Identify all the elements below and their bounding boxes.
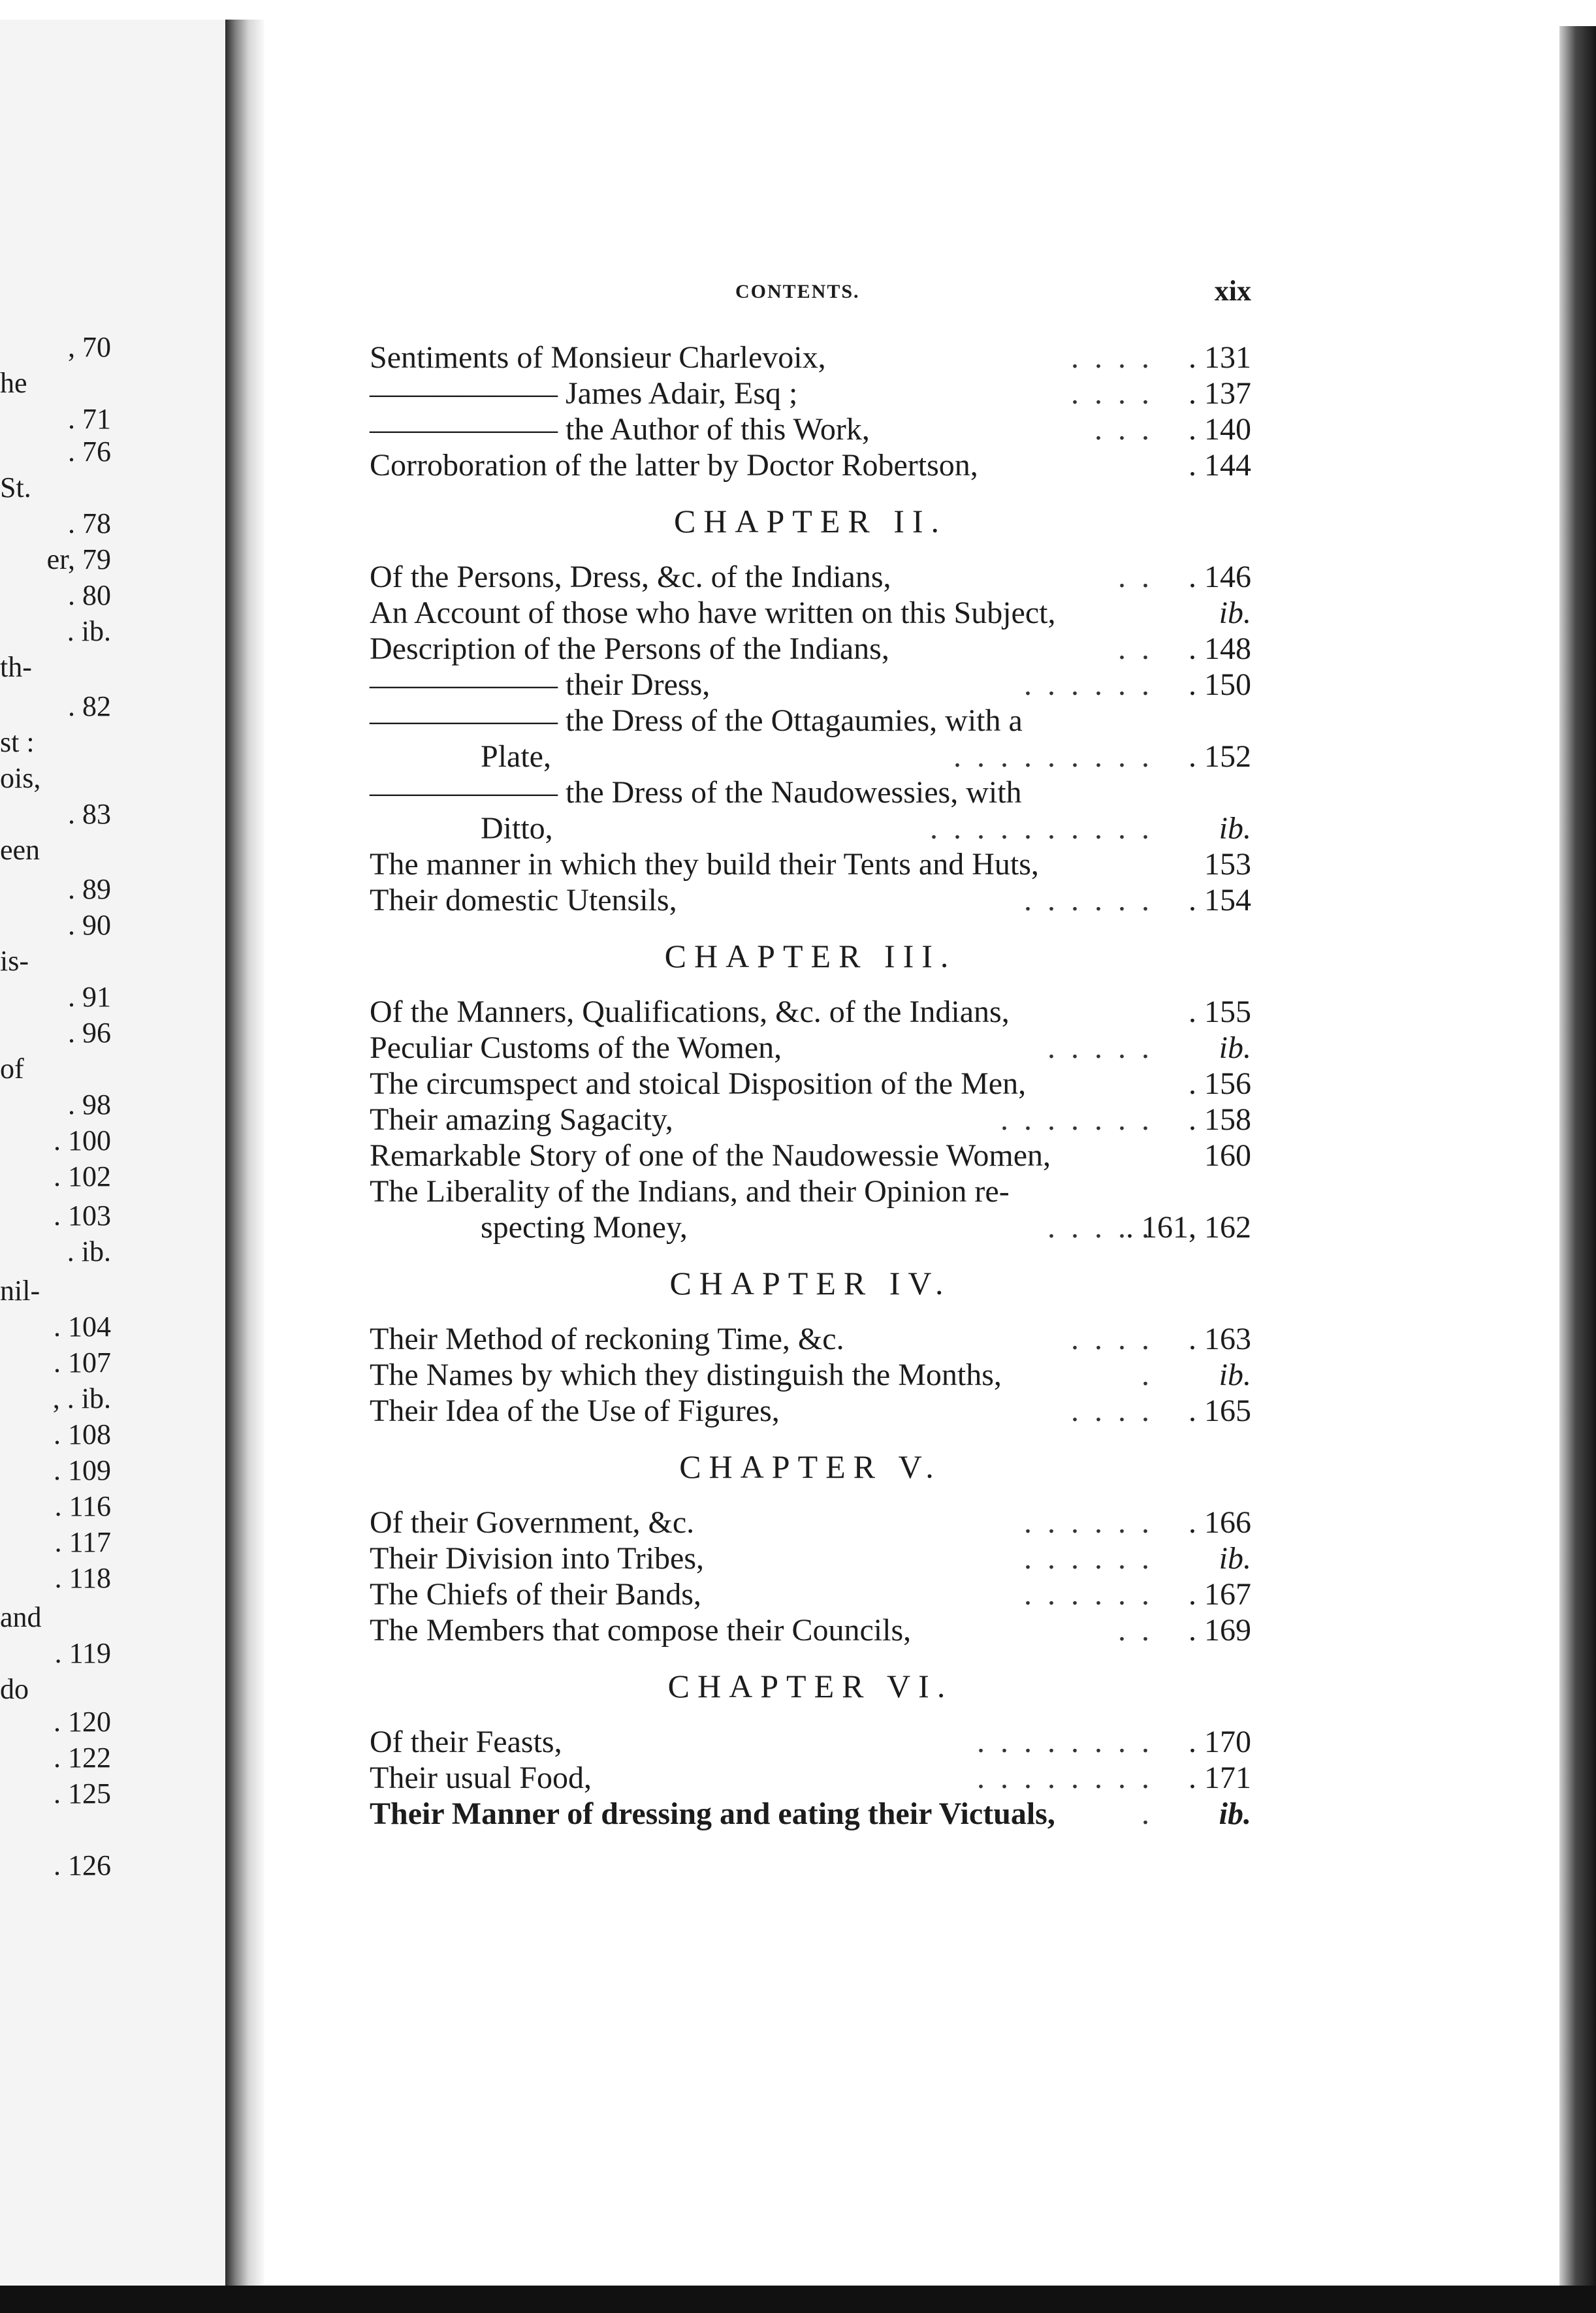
contents-entry: [370, 1030, 1251, 1066]
page-number: . 137: [1189, 376, 1251, 411]
entry-title: Of the Manners, Qualifications, &c. of the Indians,: [370, 995, 1010, 1029]
contents-entry: [370, 340, 1251, 376]
contents-entry: [370, 810, 1251, 847]
margin-fragment: . 98: [68, 1089, 111, 1121]
page-number: . 170: [1189, 1725, 1251, 1759]
page-number: . 154: [1189, 883, 1251, 917]
running-title: CONTENTS.: [735, 281, 860, 302]
page-number: ib.: [1219, 811, 1251, 846]
page-header: [370, 274, 1251, 313]
entry-title: Their Method of reckoning Time, &c.: [370, 1322, 844, 1356]
contents-entry: [370, 375, 1251, 412]
margin-fragment: St.: [0, 471, 31, 503]
margin-fragment: . 126: [54, 1849, 111, 1881]
margin-fragment: . 122: [54, 1742, 111, 1774]
entry-title: The Names by which they distinguish the Months,: [370, 1358, 1002, 1392]
contents-entry: [370, 739, 1251, 775]
contents-entry: [370, 1505, 1251, 1541]
contents-entry: [370, 411, 1251, 448]
contents-entry: [370, 1066, 1251, 1102]
entry-title: —————— their Dress,: [370, 667, 710, 702]
page-number: ib.: [1219, 1541, 1251, 1576]
contents-entry: [370, 447, 1251, 484]
contents-entry: [370, 1540, 1251, 1577]
leader-dots: . . . . . .: [1024, 1577, 1153, 1612]
entry-title: Their amazing Sagacity,: [370, 1102, 673, 1137]
margin-fragment: th-: [0, 651, 32, 683]
contents-entry: [370, 774, 1251, 811]
leader-dots: . .: [1118, 560, 1153, 594]
contents-entry: [370, 1724, 1251, 1761]
entry-title: Of their Government, &c.: [370, 1505, 695, 1540]
page-number: . 161, 162: [1126, 1210, 1251, 1245]
page-number: 160: [1204, 1138, 1251, 1173]
contents-entry: [370, 1357, 1251, 1394]
page-number: 153: [1204, 847, 1251, 882]
chapter-heading: CHAPTER IV.: [669, 1265, 951, 1301]
entry-title: Peculiar Customs of the Women,: [370, 1030, 782, 1065]
margin-fragment: . 100: [54, 1125, 111, 1156]
margin-fragment: . 82: [68, 690, 111, 722]
margin-fragment: . 83: [68, 798, 111, 830]
contents-entry: [370, 1393, 1251, 1429]
margin-fragment: . 119: [54, 1637, 111, 1669]
page-number: ib.: [1219, 1030, 1251, 1065]
contents-entry: [370, 846, 1251, 883]
entry-title: Their Idea of the Use of Figures,: [370, 1394, 780, 1428]
leader-dots: . . . . .: [1047, 1030, 1153, 1065]
entry-title: Their Division into Tribes,: [370, 1541, 705, 1576]
margin-fragment: , 70: [68, 331, 111, 363]
entry-title: Corroboration of the latter by Doctor Robertson,: [370, 448, 978, 483]
margin-fragment: . 117: [54, 1526, 111, 1558]
page-number: . 140: [1189, 412, 1251, 447]
entry-title: —————— the Dress of the Ottagaumies, with a: [370, 703, 1023, 738]
entry-title: —————— James Adair, Esq ;: [370, 376, 798, 411]
margin-fragment: is-: [0, 945, 29, 977]
entry-title: —————— the Dress of the Naudowessies, with: [370, 775, 1022, 810]
contents-entry: [370, 1576, 1251, 1613]
page-number: . 148: [1189, 631, 1251, 666]
chapter-heading: CHAPTER V.: [679, 1448, 942, 1485]
book-gutter: [225, 20, 264, 2313]
entry-title: Their domestic Utensils,: [370, 883, 677, 917]
contents-entry: [370, 1796, 1251, 1832]
page-number: ib.: [1219, 596, 1251, 630]
leader-dots: .: [1141, 1358, 1153, 1392]
margin-fragment: . 118: [54, 1562, 111, 1594]
entry-title: An Account of those who have written on this Subject,: [370, 596, 1056, 630]
entry-title: The Members that compose their Councils,: [370, 1613, 912, 1648]
margin-fragment: . 71: [68, 403, 111, 435]
margin-fragment: . ib.: [67, 1236, 111, 1268]
page-number: . 144: [1189, 448, 1251, 483]
leader-dots: . . . . . . . . . .: [930, 811, 1153, 846]
leader-dots: . . . . . . . .: [977, 1761, 1153, 1795]
leader-dots: . . . . .: [1047, 1210, 1153, 1245]
contents-entry: [370, 882, 1251, 919]
margin-fragment: he: [0, 367, 27, 399]
contents-entry: [370, 1173, 1251, 1210]
margin-fragment: . 109: [54, 1454, 111, 1486]
entry-title: Description of the Persons of the Indians,: [370, 631, 889, 666]
page-number: ib.: [1219, 1796, 1251, 1831]
margin-fragment: of: [0, 1053, 24, 1085]
entry-title: —————— the Author of this Work,: [370, 412, 870, 447]
margin-fragment: . 76: [68, 436, 111, 468]
page-number: . 167: [1189, 1577, 1251, 1612]
entry-title: The Liberality of the Indians, and their Opinion re-: [370, 1174, 1010, 1209]
margin-fragment: . 90: [68, 909, 111, 941]
margin-fragment: ois,: [0, 762, 41, 794]
entry-title: The manner in which they build their Tents and Huts,: [370, 847, 1039, 882]
leader-dots: . . . .: [1071, 1322, 1153, 1356]
entry-title: The circumspect and stoical Disposition of the Men,: [370, 1066, 1027, 1101]
margin-fragment: st :: [0, 726, 35, 758]
page-number: . 169: [1189, 1613, 1251, 1648]
margin-fragment: do: [0, 1673, 29, 1705]
contents-entry: [370, 703, 1251, 739]
margin-fragment: . 104: [54, 1311, 111, 1343]
page-number: . 146: [1189, 560, 1251, 594]
leader-dots: . . . .: [1071, 340, 1153, 375]
contents-entry: [370, 994, 1251, 1030]
entry-title: Their Manner of dressing and eating their Victuals,: [370, 1796, 1055, 1831]
leader-dots: . .: [1118, 1613, 1153, 1648]
leader-dots: . . . . . .: [1024, 667, 1153, 702]
leader-dots: . . . .: [1071, 1394, 1153, 1428]
entry-title: Of their Feasts,: [370, 1725, 562, 1759]
leader-dots: . . . . . . .: [1000, 1102, 1153, 1137]
leader-dots: . . . .: [1071, 376, 1153, 411]
contents-entry: [370, 559, 1251, 596]
page-number: . 171: [1189, 1761, 1251, 1795]
entry-title: Remarkable Story of one of the Naudowessie Women,: [370, 1138, 1051, 1173]
margin-fragment: and: [0, 1601, 42, 1633]
contents-entry: [370, 667, 1251, 703]
contents-entry: [370, 1102, 1251, 1138]
entry-title: Plate,: [481, 739, 551, 774]
page-number: . 131: [1189, 340, 1251, 375]
entry-title: Their usual Food,: [370, 1761, 592, 1795]
scan-border: [0, 2286, 1596, 2313]
page-number: . 163: [1189, 1322, 1251, 1356]
chapter-heading: CHAPTER II.: [673, 503, 948, 539]
leader-dots: . .: [1118, 631, 1153, 666]
page-number: ib.: [1219, 1358, 1251, 1392]
margin-fragment: . 107: [54, 1347, 111, 1379]
contents-entry: [370, 1760, 1251, 1796]
chapter-heading: CHAPTER VI.: [667, 1668, 953, 1704]
entry-title: Sentiments of Monsieur Charlevoix,: [370, 340, 826, 375]
leader-dots: . . . . . .: [1024, 1505, 1153, 1540]
margin-fragment: nil-: [0, 1275, 40, 1307]
leader-dots: .: [1141, 1796, 1153, 1831]
page-number: . 156: [1189, 1066, 1251, 1101]
margin-fragment: . 96: [68, 1017, 111, 1049]
entry-title: Of the Persons, Dress, &c. of the Indians,: [370, 560, 891, 594]
page-edge-shadow: [1559, 26, 1596, 2292]
margin-fragment: . 78: [68, 507, 111, 539]
leader-dots: . . . . . .: [1024, 883, 1153, 917]
entry-title: Ditto,: [481, 811, 553, 846]
page-number: . 155: [1189, 995, 1251, 1029]
contents-entry: [370, 595, 1251, 631]
margin-fragment: . 103: [54, 1200, 111, 1232]
margin-fragment: . 91: [68, 981, 111, 1013]
contents-entry: [370, 1612, 1251, 1649]
entry-title: specting Money,: [481, 1210, 688, 1245]
page-number: . 166: [1189, 1505, 1251, 1540]
margin-fragment: . 102: [54, 1160, 111, 1192]
margin-fragment: . 120: [54, 1706, 111, 1738]
leader-dots: . . .: [1094, 412, 1153, 447]
page-number: . 150: [1189, 667, 1251, 702]
contents-entry: [370, 1138, 1251, 1174]
entry-title: The Chiefs of their Bands,: [370, 1577, 701, 1612]
margin-fragment: . ib.: [67, 615, 111, 647]
margin-fragment: er, 79: [46, 543, 111, 575]
margin-fragment: . 89: [68, 873, 111, 905]
margin-fragment: . 108: [54, 1418, 111, 1450]
margin-fragment: . 80: [68, 579, 111, 611]
margin-fragment: , . ib.: [52, 1382, 111, 1414]
page-number: . 158: [1189, 1102, 1251, 1137]
margin-fragment: . 116: [54, 1490, 111, 1522]
contents-entry: [370, 1209, 1251, 1246]
margin-fragment: . 125: [54, 1778, 111, 1810]
leader-dots: . . . . . .: [1024, 1541, 1153, 1576]
margin-fragment: een: [0, 834, 40, 866]
page-folio: xix: [1214, 275, 1251, 307]
leader-dots: . . . . . . . .: [977, 1725, 1153, 1759]
page-number: . 165: [1189, 1394, 1251, 1428]
contents-entry: [370, 1321, 1251, 1358]
contents-entry: [370, 631, 1251, 667]
leader-dots: . . . . . . . . .: [953, 739, 1153, 774]
page-number: . 152: [1189, 739, 1251, 774]
chapter-heading: CHAPTER III.: [664, 938, 957, 974]
